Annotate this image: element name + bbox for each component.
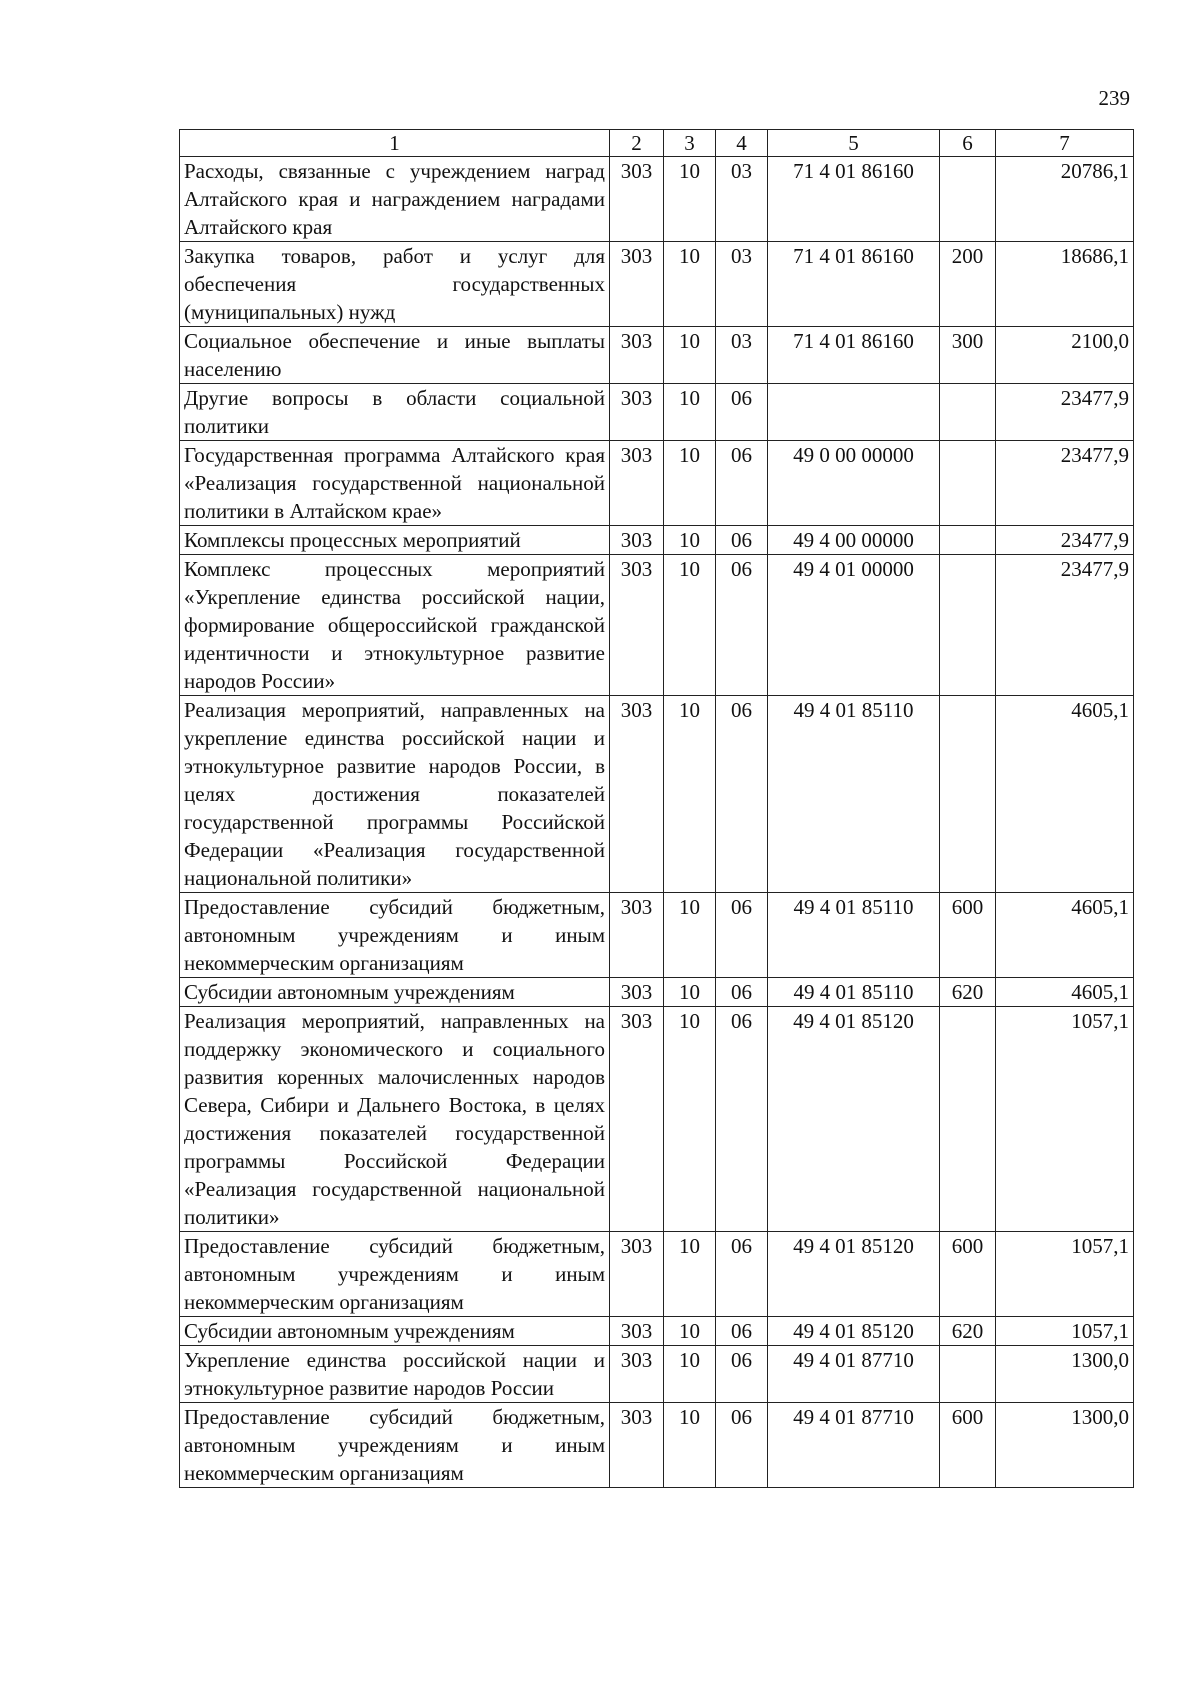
section-cell: 10 (664, 696, 716, 893)
target-article-cell: 49 4 01 85120 (768, 1232, 940, 1317)
expense-type-cell: 600 (940, 893, 996, 978)
expense-type-cell (940, 696, 996, 893)
row-name-cell: Государственная программа Алтайского края «Реализация государственной национальной политики в Алтайском крае» (180, 441, 610, 526)
expense-type-cell: 200 (940, 242, 996, 327)
subsection-cell: 06 (716, 555, 768, 696)
section-cell: 10 (664, 1403, 716, 1488)
subsection-cell: 06 (716, 1403, 768, 1488)
expense-type-cell: 620 (940, 1317, 996, 1346)
table-row (180, 384, 1134, 441)
subsection-cell: 06 (716, 384, 768, 441)
amount-cell: 1057,1 (996, 1317, 1134, 1346)
target-article-cell (768, 384, 940, 441)
page-number: 239 (1098, 86, 1130, 110)
subsection-cell: 06 (716, 1346, 768, 1403)
expense-type-cell (940, 1007, 996, 1232)
section-cell: 10 (664, 327, 716, 384)
subsection-cell: 03 (716, 327, 768, 384)
section-cell: 10 (664, 242, 716, 327)
subsection-cell: 06 (716, 1232, 768, 1317)
admin-code-cell: 303 (610, 696, 664, 893)
admin-code-cell: 303 (610, 526, 664, 555)
row-name-cell: Социальное обеспечение и иные выплаты населению (180, 327, 610, 384)
table-body (180, 157, 1134, 1488)
subsection-cell: 06 (716, 1317, 768, 1346)
expense-type-cell: 600 (940, 1403, 996, 1488)
section-cell: 10 (664, 384, 716, 441)
table-row (180, 242, 1134, 327)
row-name-cell: Реализация мероприятий, направленных на поддержку экономического и социального развития коренных малочисленных народов Севера, Сибири и Дальнего Востока, в целях достижения показателей государственной программы Российской Федерации «Реализация государственной национальной политики» (180, 1007, 610, 1232)
table-row (180, 1403, 1134, 1488)
amount-cell: 4605,1 (996, 978, 1134, 1007)
column-header: 4 (716, 130, 768, 157)
admin-code-cell: 303 (610, 384, 664, 441)
column-header: 1 (180, 130, 610, 157)
table-row (180, 1232, 1134, 1317)
table-row (180, 978, 1134, 1007)
amount-cell: 23477,9 (996, 555, 1134, 696)
row-name-cell: Комплексы процессных мероприятий (180, 526, 610, 555)
admin-code-cell: 303 (610, 555, 664, 696)
section-cell: 10 (664, 1317, 716, 1346)
expense-type-cell: 300 (940, 327, 996, 384)
amount-cell: 1057,1 (996, 1232, 1134, 1317)
row-name-cell: Субсидии автономным учреждениям (180, 1317, 610, 1346)
table-row (180, 1007, 1134, 1232)
expense-type-cell (940, 555, 996, 696)
row-name-cell: Другие вопросы в области социальной политики (180, 384, 610, 441)
table-row (180, 157, 1134, 242)
row-name-cell: Укрепление единства российской нации и этнокультурное развитие народов России (180, 1346, 610, 1403)
row-name-cell: Предоставление субсидий бюджетным, автономным учреждениям и иным некоммерческим организациям (180, 893, 610, 978)
section-cell: 10 (664, 1007, 716, 1232)
row-name-cell: Комплекс процессных мероприятий «Укрепление единства российской нации, формирование общероссийской гражданской идентичности и этнокультурное развитие народов России» (180, 555, 610, 696)
amount-cell: 4605,1 (996, 696, 1134, 893)
subsection-cell: 06 (716, 696, 768, 893)
table-header-row (180, 130, 1134, 157)
row-name-cell: Реализация мероприятий, направленных на укрепление единства российской нации и этнокультурное развитие народов России, в целях достижения показателей государственной программы Российской Федерации «Реализация государственной национальной политики» (180, 696, 610, 893)
section-cell: 10 (664, 1232, 716, 1317)
column-header: 2 (610, 130, 664, 157)
column-header: 3 (664, 130, 716, 157)
amount-cell: 4605,1 (996, 893, 1134, 978)
row-name-cell: Закупка товаров, работ и услуг для обеспечения государственных (муниципальных) нужд (180, 242, 610, 327)
table-row (180, 696, 1134, 893)
table-row (180, 555, 1134, 696)
admin-code-cell: 303 (610, 1232, 664, 1317)
amount-cell: 23477,9 (996, 526, 1134, 555)
target-article-cell: 71 4 01 86160 (768, 157, 940, 242)
budget-table (179, 129, 1134, 1488)
subsection-cell: 06 (716, 978, 768, 1007)
target-article-cell: 49 0 00 00000 (768, 441, 940, 526)
admin-code-cell: 303 (610, 157, 664, 242)
amount-cell: 1300,0 (996, 1346, 1134, 1403)
expense-type-cell (940, 1346, 996, 1403)
target-article-cell: 49 4 01 00000 (768, 555, 940, 696)
section-cell: 10 (664, 441, 716, 526)
expense-type-cell (940, 441, 996, 526)
amount-cell: 23477,9 (996, 441, 1134, 526)
section-cell: 10 (664, 978, 716, 1007)
target-article-cell: 49 4 01 85110 (768, 696, 940, 893)
admin-code-cell: 303 (610, 893, 664, 978)
section-cell: 10 (664, 157, 716, 242)
row-name-cell: Субсидии автономным учреждениям (180, 978, 610, 1007)
admin-code-cell: 303 (610, 1007, 664, 1232)
target-article-cell: 49 4 01 85110 (768, 893, 940, 978)
amount-cell: 1057,1 (996, 1007, 1134, 1232)
table-row (180, 893, 1134, 978)
target-article-cell: 49 4 01 87710 (768, 1403, 940, 1488)
subsection-cell: 03 (716, 157, 768, 242)
target-article-cell: 71 4 01 86160 (768, 242, 940, 327)
row-name-cell: Предоставление субсидий бюджетным, автономным учреждениям и иным некоммерческим организациям (180, 1403, 610, 1488)
row-name-cell: Расходы, связанные с учреждением наград Алтайского края и награждением наградами Алтайского края (180, 157, 610, 242)
expense-type-cell: 620 (940, 978, 996, 1007)
column-header: 7 (996, 130, 1134, 157)
admin-code-cell: 303 (610, 242, 664, 327)
amount-cell: 23477,9 (996, 384, 1134, 441)
section-cell: 10 (664, 526, 716, 555)
expense-type-cell (940, 384, 996, 441)
amount-cell: 20786,1 (996, 157, 1134, 242)
expense-type-cell (940, 157, 996, 242)
amount-cell: 1300,0 (996, 1403, 1134, 1488)
table-row (180, 526, 1134, 555)
admin-code-cell: 303 (610, 978, 664, 1007)
target-article-cell: 49 4 01 85110 (768, 978, 940, 1007)
expense-type-cell (940, 526, 996, 555)
section-cell: 10 (664, 1346, 716, 1403)
amount-cell: 18686,1 (996, 242, 1134, 327)
admin-code-cell: 303 (610, 1346, 664, 1403)
table-row (180, 327, 1134, 384)
section-cell: 10 (664, 555, 716, 696)
expense-type-cell: 600 (940, 1232, 996, 1317)
subsection-cell: 03 (716, 242, 768, 327)
row-name-cell: Предоставление субсидий бюджетным, автономным учреждениям и иным некоммерческим организациям (180, 1232, 610, 1317)
target-article-cell: 49 4 00 00000 (768, 526, 940, 555)
table-row (180, 441, 1134, 526)
target-article-cell: 49 4 01 85120 (768, 1317, 940, 1346)
admin-code-cell: 303 (610, 327, 664, 384)
target-article-cell: 49 4 01 85120 (768, 1007, 940, 1232)
amount-cell: 2100,0 (996, 327, 1134, 384)
subsection-cell: 06 (716, 526, 768, 555)
column-header: 6 (940, 130, 996, 157)
table-row (180, 1346, 1134, 1403)
subsection-cell: 06 (716, 1007, 768, 1232)
column-header: 5 (768, 130, 940, 157)
table-row (180, 1317, 1134, 1346)
subsection-cell: 06 (716, 893, 768, 978)
admin-code-cell: 303 (610, 1317, 664, 1346)
admin-code-cell: 303 (610, 1403, 664, 1488)
target-article-cell: 49 4 01 87710 (768, 1346, 940, 1403)
target-article-cell: 71 4 01 86160 (768, 327, 940, 384)
admin-code-cell: 303 (610, 441, 664, 526)
subsection-cell: 06 (716, 441, 768, 526)
section-cell: 10 (664, 893, 716, 978)
